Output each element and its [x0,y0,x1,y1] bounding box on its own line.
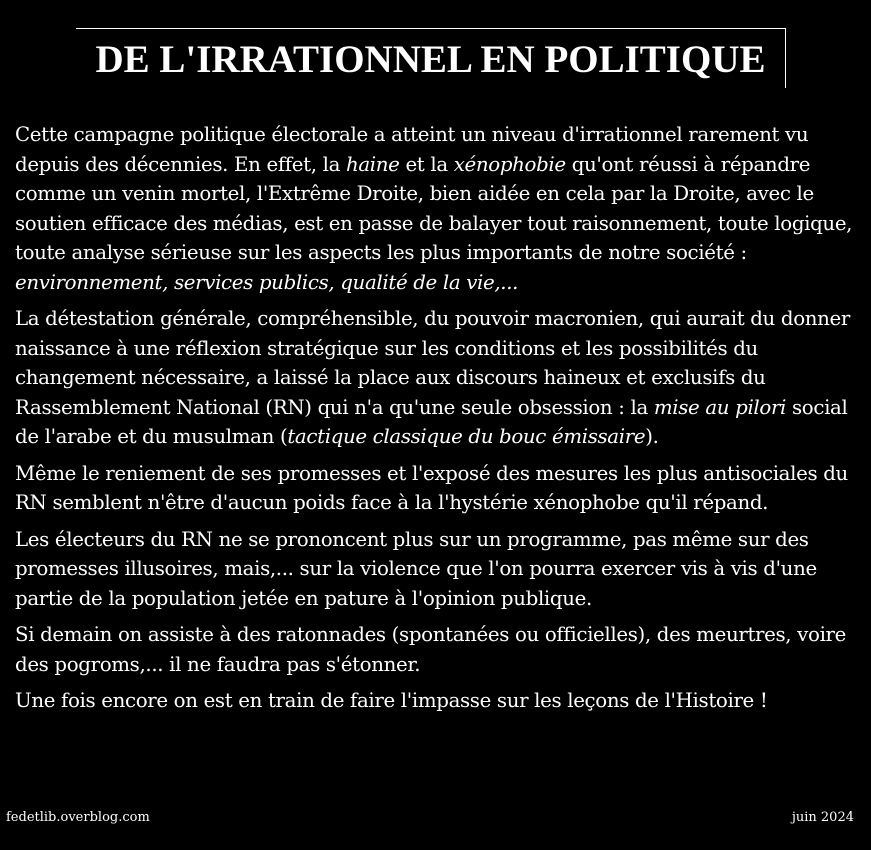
paragraph-2-text-2: social de l'arabe et du musulman ( [15,395,848,448]
paragraph-2-text-3: ). [645,425,659,448]
paragraph-5: Si demain on assiste à des ratonnades (spontanées ou officielles), des meurtres, voire des pogroms,... il ne faudra pas s'étonner. [15,623,847,676]
paragraph-1-text-3: qu'ont réussi à répandre comme un venin mortel, l'Extrême Droite, bien aidée en cela par la Droite, avec le soutien efficace des médias, est en passe de balayer tout raisonnement, toute logique, toute analyse sérieuse sur les aspects les plus importants de notre société : [15,152,853,264]
paragraph-3: Même le reniement de ses promesses et l'exposé des mesures les plus antisociales du RN semblent n'être d'aucun poids face à la l'hystérie xénophobe qu'il répand. [15,461,848,514]
paragraph-1-emphasis-xenophobie: xénophobie [453,152,566,176]
article-body [15,120,865,723]
paragraph-6: Une fois encore on est en train de faire l'impasse sur les leçons de l'Histoire ! [15,689,768,712]
paragraph-1 [15,120,865,297]
footer-date: juin 2024 [791,810,854,825]
page-title: DE L'IRRATIONNEL EN POLITIQUE [95,38,766,81]
paragraph-2-emphasis-bouc: tactique classique du bouc émissaire [287,425,646,448]
paragraph-4: Les électeurs du RN ne se prononcent plus sur un programme, pas même sur des promesses illusoires, mais,... sur la violence que l'on pourra exercer vis à vis d'une partie de la population jetée en pature à l'opinion publique. [15,527,817,610]
footer-source: fedetlib.overblog.com [6,810,150,825]
paragraph-1-emphasis-haine: haine [345,152,400,176]
paragraph-2 [15,304,865,452]
paragraph-2-text-1: La détestation générale, compréhensible, du pouvoir macronien, qui aurait du donner naissance à une réflexion stratégique sur les conditions et les possibilités du changement nécessaire, a laissé la place aux discours haineux et exclusifs du Rassemblement National (RN) qui n'a qu'une seule obsession : la [15,307,850,419]
paragraph-2-emphasis-pilori: mise au pilori [653,395,787,419]
paragraph-1-emphasis-list: environnement, services publics, qualité de la vie,... [15,270,519,294]
paragraph-1-text-1: Cette campagne politique électorale a atteint un niveau d'irrationnel rarement vu depuis des décennies. En effet, la [15,123,809,176]
title-frame [76,28,786,88]
paragraph-1-text-2: et la [399,152,454,176]
